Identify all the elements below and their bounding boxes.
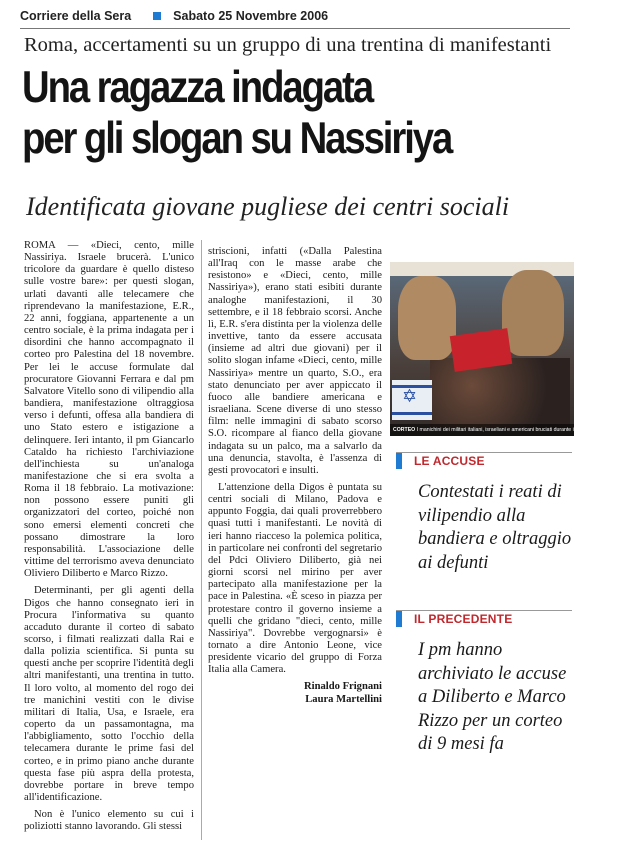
sidebar-title-row (396, 452, 572, 469)
newspaper-name: Corriere della Sera (20, 9, 132, 23)
paragraph: L'attenzione della Digos è puntata su centri sociali di Milano, Padova e appunto Foggia, dai quali proverrebbero quasi tutti i manifestanti. Le novità di ieri hanno riacceso la polemica politica, in particolare nei confronti del segretario del Pdci Oliviero Diliberto, già nei giorni scorsi nel mirino per aver partecipato alla manifestazione per la pace in Palestina. «È sceso in piazza per protestare contro il governo insieme a quelli che gridano "dieci, cento, mille Nassiriya". Dovrebbe vergognarsi» è tornato a dire Antonio Leone, vice presidente vicario del gruppo di Forza Italia alla Camera. (208, 481, 382, 676)
author-name: Rinaldo Frignani (304, 681, 382, 693)
article-headline (22, 62, 504, 164)
headline-line-1: Una ragazza indagata (22, 63, 373, 112)
page-header (20, 6, 570, 26)
article-subheadline: Identificata giovane pugliese dei centri sociali (26, 192, 510, 221)
sidebar-title-row (396, 610, 572, 627)
headline-line-2: per gli slogan su Nassiriya (22, 114, 452, 163)
sidebar-text: I pm hanno archiviato le accuse a Diliberto e Marco Rizzo per un corteo di 9 mesi fa (418, 640, 567, 755)
paragraph: Determinanti, per gli agenti della Digos che hanno consegnato ieri in Procura l'informativa su quanto accaduto durante il corteo di sabato scorso, i filmati realizzati dalla Rai e dalla polizia scientifica. Si punta su questi anche per scoprire l'identità degli altri manifestanti, una trentina in tutto. Il loro volto, al momento del rogo dei tre manichini vestiti con le divise militari di Italia, Usa, e Israele, era coperto da un passamontagna, ma l'abbigliamento, sotto l'occhio della telecamera durante le prime fasi del corteo, e in primo piano anche durante questa fase più aspra della protesta, dovrebbe portare in breve tempo all'identificazione. (24, 585, 194, 804)
article-column-2 (208, 246, 382, 706)
sidebar-title: IL PRECEDENTE (414, 612, 513, 626)
caption-label: CORTEO (393, 427, 416, 433)
article-kicker: Roma, accertamenti su un gruppo di una trentina di manifestanti (24, 34, 552, 56)
sidebar-text: Contestati i reati di vilipendio alla bandiera e oltraggio ai defunti (418, 482, 572, 573)
paragraph: ROMA — «Dieci, cento, mille Nassiriya. Israele brucerà. L'unico tricolore da guardare è quello disteso sulle vostre bare»: per questi slogan, urlati davanti alle telecamere che riprendevano la manifestazione, E.R., 22 anni, foggiana, appartenente a un centro sociale, è la prima indagata per i disordini che hanno accompagnato il corteo pro Palestina del 18 novembre. Per lei le accuse formulate dal procuratore Giovanni Ferrara e dal pm Salvatore Vitello sono di vilipendio alla bandiera, manifestazione oltraggiosa verso i defunti, offesa alla bandiera di uno Stato estero e istigazione a delinquere. Ieri intanto, il pm Giancarlo Cataldo ha richiesto l'archiviazione dell'inchiesta su un'analoga manifestazione che si era svolta a Roma il 18 febbraio. La motivazione: non possono essere puniti gli organizzatori del corteo, poiché non sono emersi elementi concreti che possano dimostrare la loro responsabilità. L'associazione delle vittime del terrorismo aveva denunciato Oliviero Diliberto e Marco Rizzo. (24, 240, 194, 580)
sidebar-il-precedente (396, 610, 572, 757)
star-of-david-icon: ✡ (402, 386, 418, 407)
header-divider (20, 28, 570, 29)
effigy-right-shape (502, 270, 564, 356)
photo-caption (390, 424, 642, 436)
author-name: Laura Martellini (305, 693, 382, 705)
paragraph: striscioni, infatti («Dalla Palestina all'Iraq con le masse arabe che resistono» e «Dieci, cento, mille Nassiriya»), erano stati esibiti durante analoghe manifestazioni, il 30 settembre, e il 18 febbraio scorsi. Anche lì, E.R. s'era distinta per la violenza delle invettive, tanto da essere accusata (insieme ad altri due giovani) per il solito slogan infame «Dieci, cento, mille Nassiriya» mentre un quarto, S.O., era stato denunciato per aver appiccato il fuoco alle bandiere americana e israeliana. Scene diverse di uno stesso film: nelle immagini di sabato scorso S.O. ricompare al fianco della giovane indagata su un palco, ma a salvarlo da una denuncia, stavolta, è l'assenza di gesti provocatori e insulti. (208, 246, 382, 476)
blue-bar-icon (396, 611, 402, 627)
sidebar-title: LE ACCUSE (414, 454, 485, 468)
sidebar-le-accuse (396, 452, 572, 575)
issue-date: Sabato 25 Novembre 2006 (173, 9, 329, 23)
caption-text: I manichini dei militari italiani, israeliani e americani bruciati durante il corteo pro Palestina a Roma (416, 427, 642, 433)
column-divider (201, 240, 202, 840)
article-column-1 (24, 240, 194, 839)
protest-photo (390, 262, 574, 436)
blue-bar-icon (396, 453, 402, 469)
paragraph: Non è l'unico elemento su cui i poliziotti stanno lavorando. Gli stessi (24, 809, 194, 833)
blue-square-icon (153, 12, 161, 20)
article-byline (208, 681, 382, 706)
effigy-left-shape (398, 276, 456, 360)
crowd-shape (430, 358, 570, 428)
